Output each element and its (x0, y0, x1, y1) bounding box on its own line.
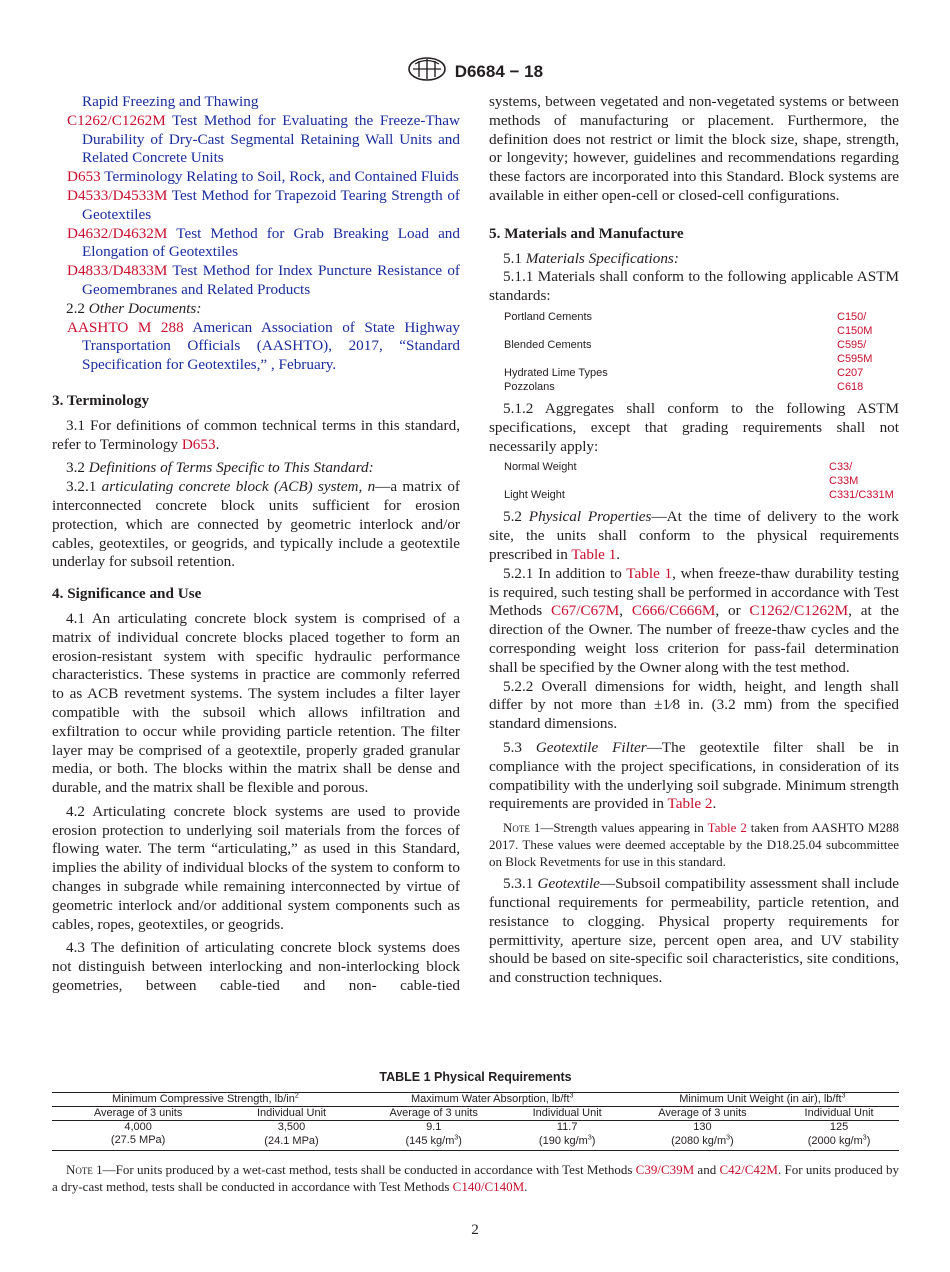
materials-row: Blended Cements C595/ C595M (504, 338, 873, 365)
table-group-header: Minimum Compressive Strength, $lb/in^2$ (52, 1092, 359, 1106)
table-row (52, 1120, 899, 1134)
table-column-header: Average of 3 units (93, 1106, 183, 1119)
paragraph-3-2: 3.2 Definitions of Terms Specific to This Standard: (66, 459, 374, 477)
c666-link[interactable]: C666/C666M (631, 602, 716, 620)
table-2-link[interactable]: Table 2 (707, 820, 747, 836)
d653-link[interactable]: D653 (181, 435, 216, 453)
table-cell: 3,500 (277, 1120, 306, 1133)
aggregates-row: Normal Weight C33/ C33M (504, 461, 859, 488)
section-4-heading: 4. Significance and Use (52, 585, 202, 603)
paragraph-4-3-continued: systems, between vegetated and non-vegetated systems or between methods of manufacturing or placement. Furthermore, the definition does not restrict or limit the block size, shape, strength, or longevity; however, guidelines and recommendations regarding these factors are incorporated into this Standard. Block systems are available in either open-cell or closed-cell configurations. (489, 93, 899, 204)
reference-link[interactable]: D4632/D4632M (67, 224, 168, 242)
table-cell: (2000 $kg/m^3$) (807, 1134, 871, 1148)
table-column-header: Average of 3 units (658, 1106, 747, 1119)
materials-row: Pozzolans C618 (504, 380, 864, 393)
table-cell: 11.7 (556, 1120, 578, 1133)
table-cell: (27.5 MPa) (110, 1133, 166, 1146)
reference-item: D4833/D4833M Test Method for Index Puncture Resistance of Geomembranes and Related Products (67, 262, 460, 298)
table-group-header: Maximum Water Absorption, $lb/ft^3$ (359, 1092, 626, 1106)
table-column-header: Individual Unit (532, 1106, 602, 1119)
table-1-link[interactable]: Table 1 (571, 545, 617, 563)
c42-link[interactable]: C42/C42M (719, 1162, 778, 1177)
reference-link[interactable]: AASHTO M 288 (67, 318, 184, 336)
reference-link[interactable]: D653 (67, 168, 101, 186)
reference-item: Rapid Freezing and Thawing (82, 93, 259, 110)
c67-link[interactable]: C67/C67M (550, 602, 620, 620)
reference-link[interactable]: D4833/D4833M (67, 262, 168, 280)
table-1-title: TABLE 1 Physical Requirements (379, 1070, 572, 1084)
paragraph-4-2: 4.2 Articulating concrete block systems are used to provide erosion protection to underlying soil materials from the forces of flowing water. The term “articulating,” as used in this Standard, implies the ability of individual blocks of the system to conform to changes in subgrade while remaining interconnected by virtue of geometric interlock and/or additional system components such as cables, ropes, geotextiles, or geogrids. (52, 802, 460, 933)
materials-link[interactable]: C618 (837, 380, 864, 393)
table-column-header: Individual Unit (804, 1106, 874, 1119)
reference-item: D4632/D4632M Test Method for Grab Breaking Load and Elongation of Geotextiles (67, 224, 460, 261)
aggregates-list (489, 460, 899, 502)
table-cell: 4,000 (124, 1120, 152, 1133)
subsection-2-2: 2.2 Other Documents: (66, 299, 202, 317)
table-cell: (145 $kg/m^3$) (405, 1134, 462, 1148)
aggregates-link[interactable]: C331/C331M (829, 489, 894, 502)
reference-link[interactable]: C1262/C1262M (67, 111, 166, 129)
paragraph-5-3-1: 5.3.1 Geotextile—Subsoil compatibility assessment shall include functional requirements for permeability, particle retention, and resistance to clogging. Physical property requirements for permittivity, aperture size, percent open area, and UV stability should be based on site-specific soil characteristics, site conditions, and construction techniques. (489, 875, 899, 987)
table-column-header: Average of 3 units (389, 1106, 478, 1119)
paragraph-5-1: 5.1 Materials Specifications: (503, 249, 679, 267)
page-number: 2 (471, 1221, 479, 1238)
materials-link[interactable]: C595/ C595M (837, 338, 873, 365)
c140-link[interactable]: C140/C140M (452, 1179, 525, 1194)
note-1: Note 1—Strength values appearing in Table 2 taken from AASHTO M288 2017. These values were deemed acceptable by the D18.25.04 subcommittee on Block Revetments for use in this standard. (489, 820, 899, 870)
paragraph-4-1: 4.1 An articulating concrete block system is comprised of a matrix of individual concrete blocks placed together to form an erosion-resistant system with specific hydraulic performance characteristics. These systems in practice are commonly referred to as ACB revetment systems. The system includes a filter layer compatible with the subsoil which allows infiltration and exfiltration to occur while providing particle retention. The filter layer may be comprised of a geotextile, properly graded granular media, or both. The blocks within the matrix shall be dense and durable, and the matrix shall be flexible and porous. (52, 609, 460, 797)
c39-link[interactable]: C39/C39M (635, 1162, 695, 1177)
left-column (52, 93, 460, 996)
table-cell: (24.1 MPa) (264, 1135, 319, 1148)
table-group-header: Minimum Unit Weight (in air), $lb/ft^3$ (626, 1092, 899, 1106)
c1262-link[interactable]: C1262/C1262M (749, 602, 849, 620)
materials-link[interactable]: C207 (837, 366, 864, 379)
paragraph-3-2-1: 3.2.1 articulating concrete block (ACB) system, n—a matrix of interconnected concrete block units sufficient for erosion protection, which are connected by geometric interlock and/or cables, geotextiles, or geogrids, and typically include a geotextile underlay for subsoil retention. (52, 478, 460, 571)
paragraph-5-1-1: 5.1.1 Materials shall conform to the following applicable ASTM standards: (489, 268, 899, 305)
table-cell: (2080 $kg/m^3$) (671, 1134, 734, 1148)
materials-row: Hydrated Lime Types C207 (504, 366, 864, 379)
table-2-link[interactable]: Table 2 (667, 795, 713, 813)
reference-item: D4533/D4533M Test Method for Trapezoid Tearing Strength of Geotextiles (67, 186, 460, 223)
paragraph-5-2-2: 5.2.2 Overall dimensions for width, height, and length shall differ by not more than ±1⁄8 in. (3.2 mm) from the specified standard dimensions. (489, 677, 899, 733)
paragraph-5-2: 5.2 Physical Properties—At the time of delivery to the work site, the units shall conform to the physical requirements prescribed in Table 1. (489, 508, 899, 563)
page-header (0, 57, 950, 87)
reference-link[interactable]: D4533/D4533M (67, 186, 168, 204)
reference-item: AASHTO M 288 American Association of State Highway Transportation Officials (AASHTO), 2017, “Standard Specification for Geotextiles,” , February. (67, 318, 460, 374)
document-id: D6684 − 18 (454, 61, 544, 81)
table-1-note: Note 1—For units produced by a wet-cast method, tests shall be conducted in accordance with Test Methods C39/C39M and C42/C42M. For units produced by a dry-cast method, tests shall be conducted in accordance with Test Methods C140/C140M. (52, 1162, 899, 1194)
paragraph-5-1-2: 5.1.2 Aggregates shall conform to the following ASTM specifications, except that grading requirements shall not necessarily apply: (489, 399, 899, 455)
materials-link[interactable]: C150/ C150M (837, 310, 873, 337)
table-column-header: Individual Unit (256, 1106, 327, 1119)
paragraph-4-3: 4.3 The definition of articulating concrete block systems does not distinguish between interlocking and non-interlocking block geometries, between cable-tied and non- cable-tied (52, 939, 460, 995)
table-cell: 9.1 (426, 1120, 442, 1133)
materials-list (489, 310, 899, 394)
reference-item: D653 Terminology Relating to Soil, Rock, and Contained Fluids (67, 168, 459, 186)
table-cell: (190 $kg/m^3$) (538, 1134, 596, 1148)
table-row (52, 1134, 899, 1151)
table-cell: 125 (829, 1120, 849, 1133)
aggregates-row: Light Weight C331/C331M (504, 489, 894, 502)
physical-requirements-table (52, 1092, 899, 1151)
table-cell: 130 (693, 1120, 712, 1133)
aggregates-link[interactable]: C33/ C33M (829, 461, 859, 488)
right-column (489, 93, 899, 988)
paragraph-5-2-1: 5.2.1 In addition to Table 1, when freeze-thaw durability testing is required, such testing shall be performed in accordance with Test Methods C67/C67M, C666/C666M, or C1262/C1262M, at the direction of the Owner. The number of freeze-thaw cycles and the corresponding weight loss criterion for pass-fail determination shall be specified by the Owner along with the test method. (489, 564, 900, 676)
section-5-heading: 5. Materials and Manufacture (489, 224, 684, 242)
paragraph-3-1: 3.1 For definitions of common technical terms in this standard, refer to Terminology D653. (52, 416, 460, 453)
table-1-link[interactable]: Table 1 (626, 564, 673, 582)
materials-row: Portland Cements C150/ C150M (504, 310, 873, 337)
section-3-heading: 3. Terminology (52, 391, 150, 409)
astm-logo-icon (407, 57, 447, 87)
paragraph-5-3: 5.3 Geotextile Filter—The geotextile filter shall be in compliance with the project specifications, in consideration of its compatibility with the underlying soil subgrade. Minimum strength requirements are provided in Table 2. (489, 738, 900, 813)
table-1 (52, 1068, 899, 1151)
reference-item: C1262/C1262M Test Method for Evaluating the Freeze-Thaw Durability of Dry-Cast Segmental Retaining Wall Units and Related Concrete Units (67, 111, 460, 167)
